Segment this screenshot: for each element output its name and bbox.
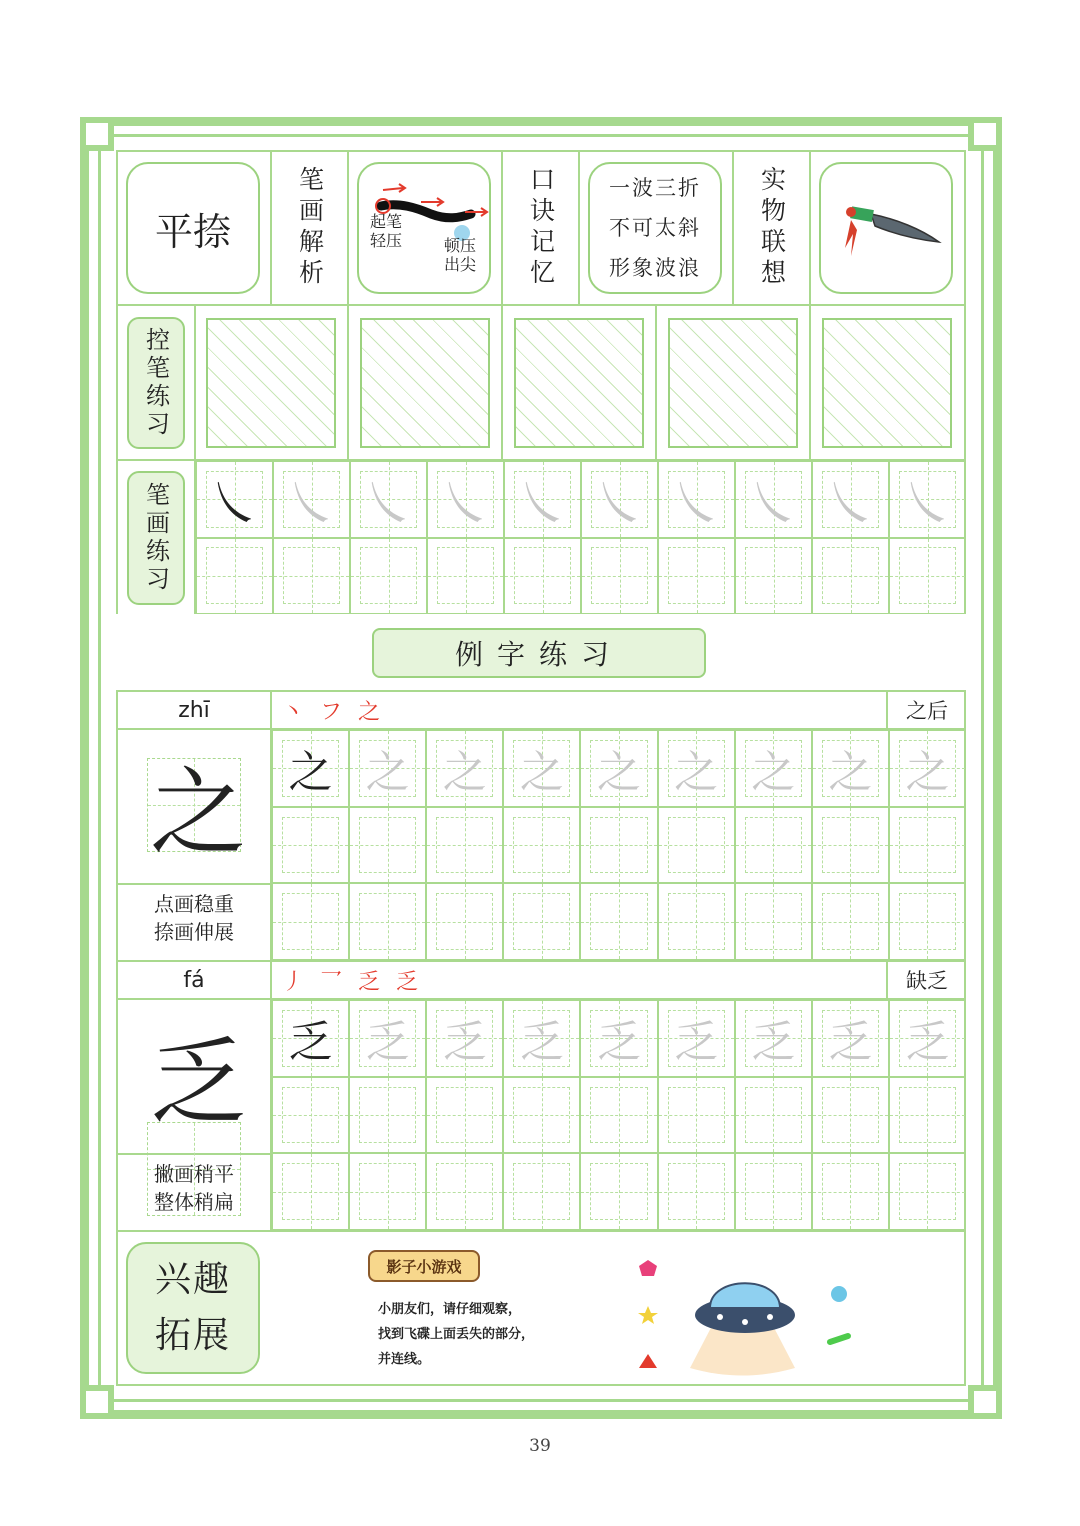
- trace-cell[interactable]: 乏: [658, 1000, 735, 1077]
- blank-cell[interactable]: [503, 1153, 580, 1230]
- game-title: 影子小游戏: [368, 1250, 480, 1282]
- model-cell: [196, 461, 273, 538]
- blank-cell[interactable]: [658, 883, 735, 960]
- trace-cell[interactable]: 之: [889, 730, 966, 807]
- blank-cell[interactable]: [426, 1077, 503, 1154]
- mnemonic-line: 形象波浪: [609, 256, 701, 280]
- stroke-order-step: 丿: [282, 969, 305, 995]
- trace-cell[interactable]: ㇏: [812, 461, 889, 538]
- note-start: 起笔轻压: [370, 212, 403, 250]
- control-practice-label: 控笔练习: [127, 317, 185, 449]
- blank-cell[interactable]: [889, 1153, 966, 1230]
- control-practice-box[interactable]: [360, 318, 490, 448]
- page-number: 39: [529, 1436, 551, 1456]
- trace-cell[interactable]: ㇏: [273, 461, 350, 538]
- char-practice-grid: [272, 730, 966, 960]
- trace-cell[interactable]: 之: [426, 730, 503, 807]
- blank-cell[interactable]: [658, 1077, 735, 1154]
- game-instructions: [378, 1297, 618, 1372]
- model-cell: [272, 730, 349, 807]
- instruction-line: 并连线。: [378, 1352, 431, 1367]
- blank-cell[interactable]: [889, 1077, 966, 1154]
- triangle-shape: [639, 1354, 657, 1368]
- trace-cell[interactable]: 之: [580, 730, 657, 807]
- control-practice-box[interactable]: [668, 318, 798, 448]
- tip-line: 撇画稍平: [154, 1162, 234, 1186]
- blank-cell[interactable]: [272, 1077, 349, 1154]
- mnemonic-label: 口诀记忆: [526, 166, 556, 290]
- trace-cell[interactable]: 之: [812, 730, 889, 807]
- model-cell: [272, 1000, 349, 1077]
- blank-cell[interactable]: [812, 883, 889, 960]
- model-char: 乏: [288, 1017, 333, 1069]
- large-char: 之: [150, 756, 246, 869]
- blank-cell[interactable]: [812, 807, 889, 884]
- trace-cell[interactable]: 乏: [735, 1000, 812, 1077]
- pentagon-shape: [639, 1260, 657, 1276]
- trace-cell[interactable]: ㇏: [350, 461, 427, 538]
- corner-ornament: [968, 117, 1002, 151]
- writing-tips: [118, 890, 270, 946]
- blank-cell[interactable]: [735, 538, 812, 615]
- control-practice-box[interactable]: [206, 318, 336, 448]
- stroke-order-step: 乏: [358, 969, 381, 995]
- corner-ornament: [968, 1385, 1002, 1419]
- dash-shape: [830, 1336, 848, 1342]
- extension-label: 兴趣 拓展: [126, 1242, 260, 1374]
- blank-cell[interactable]: [426, 883, 503, 960]
- blank-cell[interactable]: [272, 807, 349, 884]
- control-practice-box[interactable]: [822, 318, 952, 448]
- trace-cell[interactable]: 乏: [812, 1000, 889, 1077]
- blank-cell[interactable]: [580, 807, 657, 884]
- trace-cell[interactable]: 乏: [889, 1000, 966, 1077]
- tip-line: 点画稳重: [154, 892, 234, 916]
- blank-cell[interactable]: [735, 1077, 812, 1154]
- pinyin: fá: [183, 967, 205, 993]
- stroke-name: 平捺: [126, 162, 260, 294]
- blank-cell[interactable]: [581, 538, 658, 615]
- writing-tips: [118, 1160, 270, 1216]
- blank-cell[interactable]: [812, 1077, 889, 1154]
- trace-cell[interactable]: ㇏: [658, 461, 735, 538]
- note-end: 顿压出尖: [444, 236, 477, 274]
- blank-cell[interactable]: [658, 807, 735, 884]
- analysis-label: 笔画解析: [295, 166, 325, 290]
- trace-cell[interactable]: 之: [503, 730, 580, 807]
- large-char: 乏: [150, 1026, 246, 1139]
- blank-cell[interactable]: [426, 807, 503, 884]
- stroke-order-step: 之: [358, 699, 381, 725]
- blank-cell[interactable]: [427, 538, 504, 615]
- trace-cell[interactable]: ㇏: [735, 461, 812, 538]
- blank-cell[interactable]: [503, 807, 580, 884]
- model-char: 之: [288, 747, 333, 799]
- stroke-order-step: 乏: [396, 969, 419, 995]
- blank-cell[interactable]: [812, 1153, 889, 1230]
- pinyin: zhī: [178, 697, 210, 723]
- trace-cell[interactable]: ㇏: [504, 461, 581, 538]
- mnemonic-line: 一波三折: [609, 176, 701, 200]
- char-practice-grid: [272, 1000, 966, 1230]
- corner-ornament: [80, 1385, 114, 1419]
- stroke-order: [282, 962, 418, 998]
- instruction-line: 找到飞碟上面丢失的部分，: [378, 1327, 535, 1342]
- instruction-line: 小朋友们，请仔细观察，: [378, 1302, 522, 1317]
- trace-cell[interactable]: 乏: [426, 1000, 503, 1077]
- stroke-order-step: フ: [320, 699, 343, 725]
- blank-cell[interactable]: [658, 538, 735, 615]
- blank-cell[interactable]: [273, 538, 350, 615]
- blank-cell[interactable]: [272, 883, 349, 960]
- knife-icon: [821, 164, 951, 292]
- stroke-practice-label: 笔画练习: [127, 471, 185, 605]
- star-shape: [638, 1306, 658, 1324]
- example-word: 之后: [906, 699, 948, 723]
- control-practice-box[interactable]: [514, 318, 644, 448]
- blank-cell[interactable]: [504, 538, 581, 615]
- stroke-order-step: 丶: [282, 699, 305, 725]
- mnemonic-box: [588, 162, 722, 294]
- blank-cell[interactable]: [349, 1153, 426, 1230]
- trace-cell[interactable]: 乏: [349, 1000, 426, 1077]
- blank-cell[interactable]: [735, 807, 812, 884]
- trace-cell[interactable]: 之: [735, 730, 812, 807]
- example-word: 缺乏: [906, 969, 948, 993]
- blank-cell[interactable]: [196, 538, 273, 615]
- blank-cell[interactable]: [349, 1077, 426, 1154]
- blank-cell[interactable]: [889, 883, 966, 960]
- blank-cell[interactable]: [812, 538, 889, 615]
- blank-cell[interactable]: [272, 1153, 349, 1230]
- blank-cell[interactable]: [350, 538, 427, 615]
- blank-cell[interactable]: [503, 883, 580, 960]
- trace-cell[interactable]: ㇏: [581, 461, 658, 538]
- blank-cell[interactable]: [658, 1153, 735, 1230]
- tip-line: 整体稍扁: [154, 1190, 234, 1214]
- blank-cell[interactable]: [426, 1153, 503, 1230]
- blank-cell[interactable]: [503, 1077, 580, 1154]
- stroke-order-step: 乛: [320, 969, 343, 995]
- example-title: 例字练习: [372, 628, 706, 678]
- stroke-practice-grid: [196, 461, 966, 614]
- trace-cell[interactable]: 乏: [503, 1000, 580, 1077]
- trace-cell[interactable]: ㇏: [427, 461, 504, 538]
- stroke-model: ㇏: [207, 471, 262, 535]
- corner-ornament: [80, 117, 114, 151]
- blank-cell[interactable]: [349, 883, 426, 960]
- blank-cell[interactable]: [889, 538, 966, 615]
- blank-cell[interactable]: [735, 1153, 812, 1230]
- trace-cell[interactable]: ㇏: [889, 461, 966, 538]
- trace-cell[interactable]: 乏: [580, 1000, 657, 1077]
- trace-cell[interactable]: 之: [349, 730, 426, 807]
- dot-shape: [831, 1286, 847, 1302]
- stroke-order: [282, 692, 380, 728]
- tip-line: 捺画伸展: [154, 920, 234, 944]
- ufo-dome: [710, 1283, 780, 1308]
- blank-cell[interactable]: [735, 883, 812, 960]
- object-box: [819, 162, 953, 294]
- object-label: 实物联想: [757, 166, 787, 290]
- blank-cell[interactable]: [889, 807, 966, 884]
- blank-cell[interactable]: [580, 1153, 657, 1230]
- blank-cell[interactable]: [349, 807, 426, 884]
- blank-cell[interactable]: [580, 1077, 657, 1154]
- trace-cell[interactable]: 之: [658, 730, 735, 807]
- blank-cell[interactable]: [580, 883, 657, 960]
- ufo-game-illustration: [630, 1250, 870, 1380]
- mnemonic-line: 不可太斜: [609, 216, 701, 240]
